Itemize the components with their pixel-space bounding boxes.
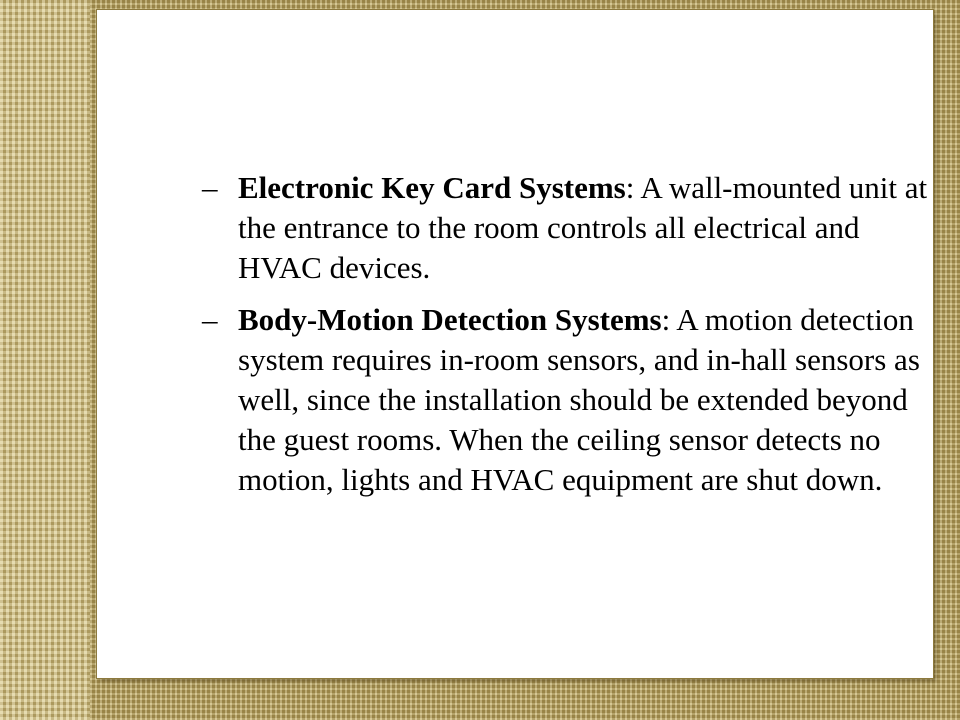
bullet-text: : A wall-mounted unit at the entrance to the room controls all electrical and HVAC devices. (238, 170, 928, 285)
slide-content-panel (97, 10, 933, 678)
bullet-term: Electronic Key Card Systems (238, 170, 626, 205)
bullet-list (202, 168, 932, 512)
bullet-item-motion-detection (202, 300, 932, 500)
bullet-text: : A motion detection system requires in-room sensors, and in-hall sensors as well, since the installation should be extended beyond the guest rooms. When the ceiling sensor detects no motion, lights and HVAC equipment are shut down. (238, 302, 920, 497)
bullet-dash: – (202, 302, 218, 337)
bullet-dash: – (202, 170, 218, 205)
bullet-term: Body-Motion Detection Systems (238, 302, 662, 337)
bullet-item-key-card (202, 168, 932, 288)
